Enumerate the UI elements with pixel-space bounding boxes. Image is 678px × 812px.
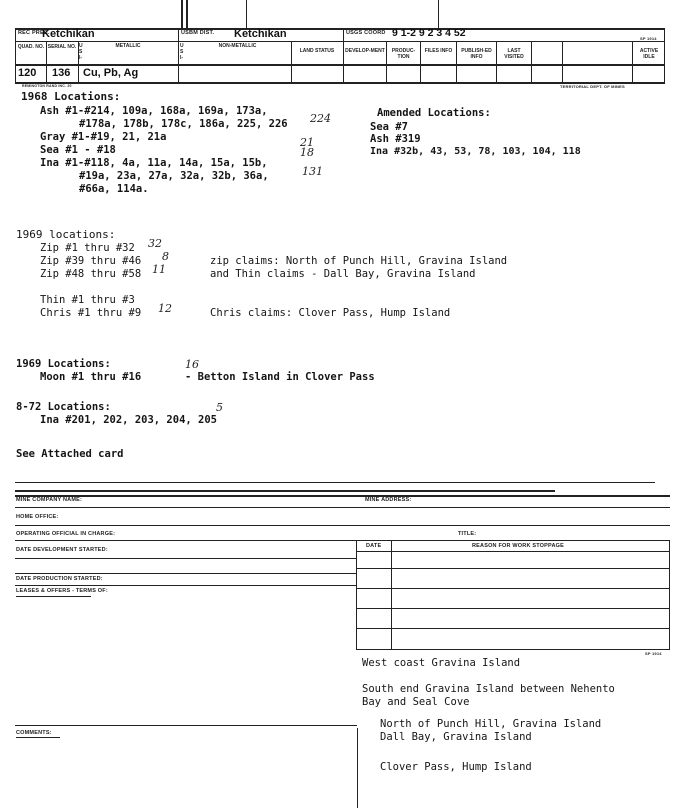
line-1969b-1: Moon #1 thru #16: [40, 371, 142, 383]
rec-prec-value: Ketchikan: [42, 28, 95, 40]
amended-line-1: Sea #7: [370, 121, 408, 133]
usgs-coord-value: 9 1-2 9 2 3 4 52: [392, 27, 466, 39]
note-thin-claims: and Thin claims - Dall Bay, Gravina Island: [210, 268, 476, 280]
usbm-dist-label: USBM DIST.: [181, 30, 215, 36]
heading-amended: Amended Locations:: [377, 107, 491, 119]
serial-value: 136: [52, 67, 71, 79]
col-serial-no: SERIAL NO.: [47, 44, 77, 50]
col-published-info: PUBLISH-ED INFO: [461, 48, 492, 60]
usgs-coord-label: USGS COORD: [346, 30, 386, 36]
hw-count-11: 11: [152, 263, 166, 276]
line-1968-1: Ash #1-#214, 109a, 168a, 169a, 173a,: [40, 105, 268, 117]
comments-label: COMMENTS:: [16, 730, 52, 736]
col-development: DEVELOP-MENT: [345, 48, 385, 54]
metallic-value: Cu, Pb, Ag: [83, 67, 139, 79]
note-west-coast: West coast Gravina Island: [362, 657, 521, 669]
line-1968-7: #66a, 114a.: [79, 183, 149, 195]
col-usi: U S I-: [79, 43, 83, 61]
line-1969a-3: Zip #48 thru #58: [40, 268, 142, 280]
line-1969a-4: Thin #1 thru #3: [40, 294, 135, 306]
date-development-label: DATE DEVELOPMENT STARTED:: [16, 547, 108, 553]
line-1968-2: #178a, 178b, 178c, 186a, 225, 226: [79, 118, 288, 130]
mine-company-name-label: MINE COMPANY NAME:: [16, 497, 83, 503]
hw-count-16: 16: [185, 358, 199, 371]
amended-line-3: Ina #32b, 43, 53, 78, 103, 104, 118: [370, 146, 581, 157]
col-last-visited: LAST VISITED: [504, 48, 524, 60]
printer-note: REMINGTON RAND INC. 20: [22, 84, 72, 88]
amended-line-2: Ash #319: [370, 133, 421, 145]
leases-offers-label: LEASES & OFFERS - TERMS OF:: [16, 588, 108, 594]
col-land-status: LAND STATUS: [299, 48, 335, 54]
home-office-label: HOME OFFICE:: [16, 514, 59, 520]
note-south-end-1: South end Gravina Island between Nehento: [362, 683, 615, 695]
hw-count-131: 131: [302, 165, 323, 178]
hw-count-8: 8: [162, 250, 169, 263]
line-1969a-1: Zip #1 thru #32: [40, 242, 135, 254]
line-1968-4: Sea #1 - #18: [40, 144, 116, 156]
note-punch-hill: North of Punch Hill, Gravina Island: [380, 718, 602, 730]
mine-address-label: MINE ADDRESS:: [365, 497, 412, 503]
reason-stoppage-label: REASON FOR WORK STOPPAGE: [472, 543, 564, 549]
date-production-label: DATE PRODUCTION STARTED:: [16, 576, 103, 582]
usbm-dist-value: Ketchikan: [234, 28, 287, 40]
note-chris-claims: Chris claims: Clover Pass, Hump Island: [210, 307, 451, 319]
note-zip-claims: zip claims: North of Punch Hill, Gravina Island: [210, 255, 508, 267]
note-dall-bay: Dall Bay, Gravina Island: [380, 731, 532, 743]
col-metallic: METALLIC: [115, 43, 141, 49]
heading-1969b: 1969 Locations:: [16, 358, 111, 370]
hw-count-12: 12: [158, 302, 172, 315]
hw-count-18: 18: [300, 146, 314, 159]
heading-872: 8-72 Locations:: [16, 401, 111, 413]
col-quad-no: QUAD. NO.: [17, 44, 45, 50]
line-1968-3: Gray #1-#19, 21, 21a: [40, 131, 167, 143]
heading-1968: 1968 Locations:: [21, 90, 121, 103]
col-non-metallic: NON-METALLIC: [218, 43, 257, 49]
title-label: TITLE:: [458, 531, 477, 537]
col-active-idle: ACTIVE IDLE: [639, 48, 659, 60]
note-south-end-2: Bay and Seal Cove: [362, 696, 470, 708]
note-betton-island: - Betton Island in Clover Pass: [185, 371, 375, 383]
hw-count-224: 224: [310, 112, 331, 125]
line-1969a-5: Chris #1 thru #9: [40, 307, 142, 319]
line-872-1: Ina #201, 202, 203, 204, 205: [40, 414, 218, 426]
hw-count-21: 21: [300, 136, 314, 149]
col-usi-2: U S I-: [180, 43, 184, 61]
date-col-label: DATE: [366, 543, 382, 549]
territorial-note: TERRITORIAL DEPT. OF MINES: [560, 84, 625, 89]
form-number-top: SP 1914: [640, 36, 657, 41]
heading-1969a: 1969 locations:: [16, 228, 116, 241]
col-files-info: FILES INFO: [424, 48, 453, 54]
line-1969a-2: Zip #39 thru #46: [40, 255, 142, 267]
line-1968-6: #19a, 23a, 27a, 32a, 32b, 36a,: [79, 170, 269, 182]
note-clover-pass: Clover Pass, Hump Island: [380, 761, 532, 773]
form-number-bottom: SP 1914: [645, 651, 662, 656]
rec-prec-label: REC PREC.: [18, 30, 50, 36]
col-production: PRODUC-TION: [391, 48, 416, 60]
quad-value: 120: [18, 67, 37, 79]
line-1968-5: Ina #1-#118, 4a, 11a, 14a, 15a, 15b,: [40, 157, 268, 169]
see-attached-card: See Attached card: [16, 448, 124, 460]
hw-count-32: 32: [148, 237, 162, 250]
operating-official-label: OPERATING OFFICIAL IN CHARGE:: [16, 531, 116, 537]
hw-count-5: 5: [216, 401, 223, 414]
